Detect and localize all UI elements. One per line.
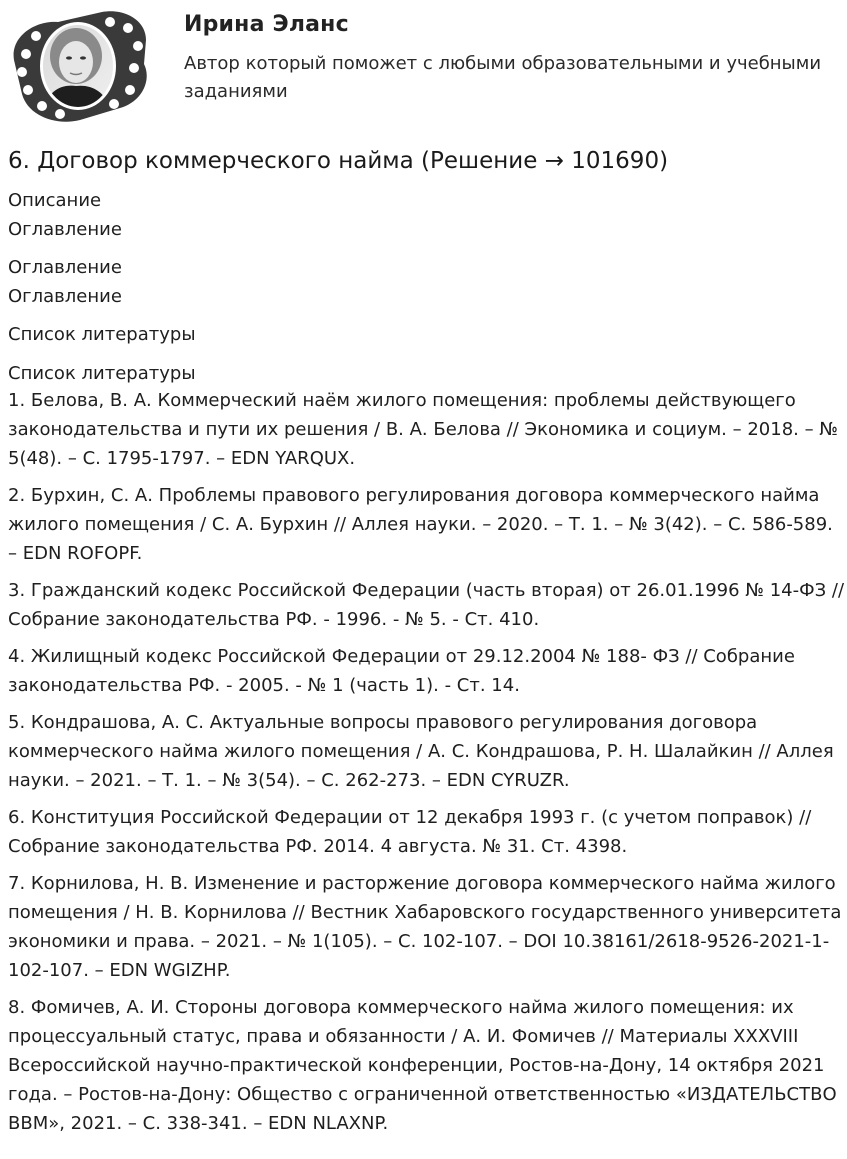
reference-item: 1. Белова, В. А. Коммерческий наём жилого помещения: проблемы действующего законодательства и пути их решения / В. А. Белова // Экономика и социум. – 2018. – № 5(48). – С. 1795-1797. – EDN YARQUX. xyxy=(8,390,839,469)
reference-item: 6. Конституция Российской Федерации от 12 декабря 1993 г. (с учетом поправок) // Собрание законодательства РФ. 2014. 4 августа. № 31. Ст. 4398. xyxy=(8,807,812,857)
reference-item: 8. Фомичев, А. И. Стороны договора коммерческого найма жилого помещения: их процессуальный статус, права и обязанности / А. И. Фомичев // Материалы XXXVIII Всероссийской научно-практической конференции, Ростов-на-Дону, 14 октября 2021 года. – Ростов-на-Дону: Общество с ограниченной ответственностью «ИЗДАТЕЛЬСТВО ВВМ», 2021. – С. 338-341. – EDN NLAXNP. xyxy=(8,997,837,1134)
reference-item: 2. Бурхин, С. А. Проблемы правового регулирования договора коммерческого найма жилого помещения / С. А. Бурхин // Аллея науки. – 2020. – Т. 1. – № 3(42). – С. 586-589. – EDN ROFOPF. xyxy=(8,485,833,564)
toc-heading: Оглавление xyxy=(8,286,122,307)
author-avatar xyxy=(6,6,154,126)
reference-item: 5. Кондрашова, А. С. Актуальные вопросы правового регулирования договора коммерческого найма жилого помещения / А. С. Кондрашова, Р. Н. Шалайкин // Аллея науки. – 2021. – Т. 1. – № 3(54). – С. 262-273. – EDN CYRUZR. xyxy=(8,712,834,791)
bibliography-heading: Список литературы xyxy=(8,324,196,345)
reference-item: 7. Корнилова, Н. В. Изменение и расторжение договора коммерческого найма жилого помещения / Н. В. Корнилова // Вестник Хабаровского государственного университета экономики и права. – 2021. – № 1(105). – С. 102-107. – DOI 10.38161/2618-9526-2021-1-102-107. – EDN WGIZHP. xyxy=(8,873,842,981)
author-description: Автор который поможет с любыми образовательными и учебными заданиями xyxy=(184,53,822,102)
author-header xyxy=(0,0,847,140)
bibliography-heading: Список литературы xyxy=(8,363,196,384)
document-title: 6. Договор коммерческого найма (Решение → 101690) xyxy=(8,148,669,174)
toc-heading: Оглавление xyxy=(8,257,122,278)
reference-item: 3. Гражданский кодекс Российской Федерации (часть вторая) от 26.01.1996 № 14-ФЗ // Собрание законодательства РФ. - 1996. - № 5. - Ст. 410. xyxy=(8,580,845,630)
film-frame-avatar-image xyxy=(6,6,154,126)
author-name: Ирина Эланс xyxy=(184,12,349,37)
reference-item: 4. Жилищный кодекс Российской Федерации от 29.12.2004 № 188- ФЗ // Собрание законодательства РФ. - 2005. - № 1 (часть 1). - Ст. 14. xyxy=(8,646,795,696)
toc-heading: Оглавление xyxy=(8,219,122,240)
reference-list xyxy=(8,386,844,1146)
description-heading: Описание xyxy=(8,190,102,211)
